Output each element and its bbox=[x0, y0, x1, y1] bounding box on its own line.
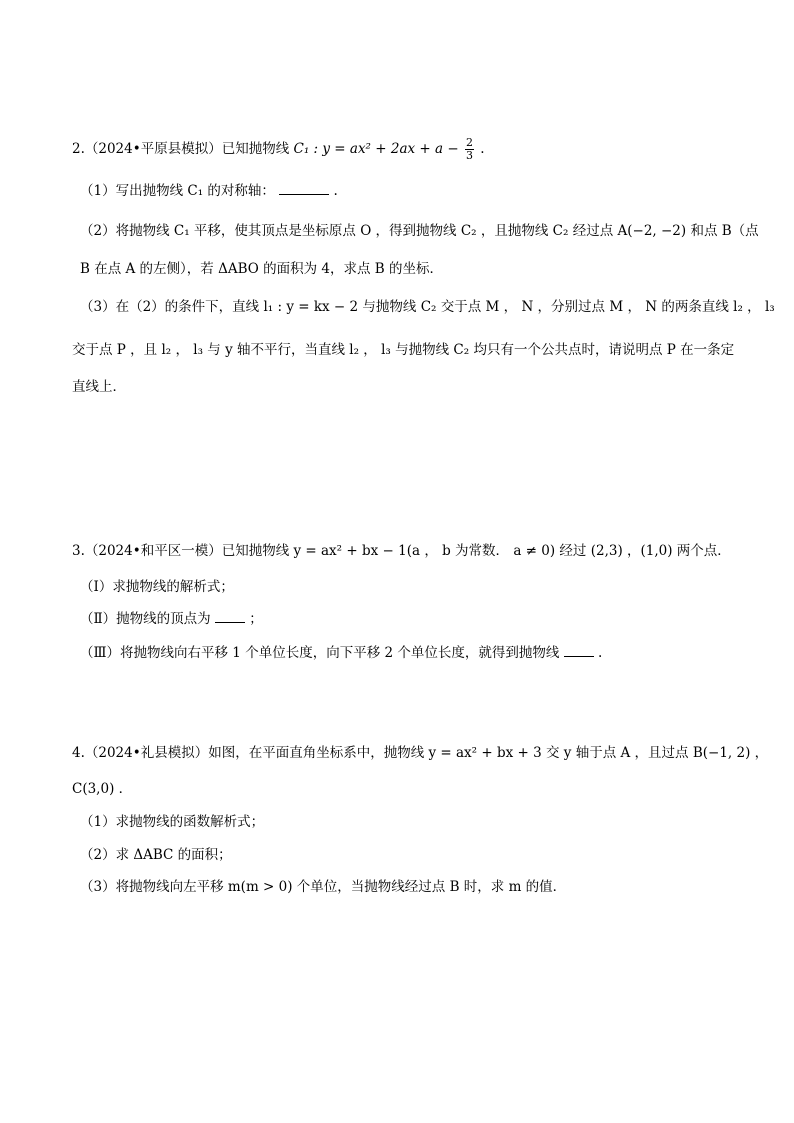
q4-part3: （3）将抛物线向左平移 m(m > 0) 个单位，当抛物线经过点 B 时，求 m 的值． bbox=[80, 879, 567, 895]
q2-part2-line1: （2）将抛物线 C₁ 平移，使其顶点是坐标原点 O ，得到抛物线 C₂ ，且抛物线 C₂ 经过点 A(−2, −2) 和点 B（点 bbox=[80, 223, 759, 239]
q4-part2: （2）求 ΔABC 的面积； bbox=[80, 847, 232, 863]
q2-frac-num: 2 bbox=[465, 136, 473, 149]
q3-part2-end: ； bbox=[249, 611, 263, 627]
q3-part2-text: （Ⅱ）抛物线的顶点为 bbox=[80, 611, 211, 627]
q2-end: . bbox=[480, 141, 485, 157]
q2-stem bbox=[72, 137, 754, 162]
q2-part2-line2: B 在点 A 的左侧），若 ΔABO 的面积为 4，求点 B 的坐标． bbox=[80, 261, 443, 277]
q3-part2 bbox=[80, 610, 754, 628]
q2-frac-den: 3 bbox=[465, 149, 473, 162]
q2-part3-line2: 交于点 P ，且 l₂ ， l₃ 与 y 轴不平行，当直线 l₂ ， l₃ 与抛物线 C₂ 均只有一个公共点时，请说明点 P 在一条定 bbox=[72, 342, 735, 358]
q4-stem: 4.（2024•礼县模拟）如图，在平面直角坐标系中，抛物线 y = ax² + bx + 3 交 y 轴于点 A ，且过点 B(−1, 2) ， bbox=[72, 745, 769, 761]
q3-part3-blank bbox=[564, 644, 594, 657]
q2-head: 2.（2024•平原县模拟）已知抛物线 bbox=[72, 141, 290, 157]
q2-part3-line3: 直线上． bbox=[72, 379, 126, 395]
q2-part1-text: （1）写出抛物线 C₁ 的对称轴： bbox=[80, 183, 275, 199]
q4-part1: （1）求抛物线的函数解析式； bbox=[80, 814, 265, 830]
q3-stem: 3.（2024•和平区一模）已知抛物线 y = ax² + bx − 1(a ， b 为常数． a ≠ 0) 经过 (2,3) ，(1,0) 两个点． bbox=[72, 543, 731, 559]
q2-formula: C₁ : y = ax² + 2ax + a − bbox=[293, 141, 459, 157]
q3-part3-text: （Ⅲ）将抛物线向右平移 1 个单位长度，向下平移 2 个单位长度，就得到抛物线 bbox=[80, 645, 560, 661]
q2-part1-blank bbox=[279, 182, 329, 195]
q2-part1 bbox=[80, 182, 754, 200]
q4-stem-line2: C(3,0) ． bbox=[72, 781, 133, 797]
q2-part1-end: . bbox=[333, 183, 338, 199]
q2-fraction bbox=[465, 137, 474, 162]
q3-part1: （Ⅰ）求抛物线的解析式； bbox=[80, 579, 234, 595]
q3-part2-blank bbox=[215, 610, 245, 623]
q3-part3-end: . bbox=[597, 645, 603, 661]
q3-part3 bbox=[80, 644, 754, 662]
q2-part3-line1: （3）在（2）的条件下，直线 l₁ : y = kx − 2 与抛物线 C₂ 交于点 M ， N ，分别过点 M ， N 的两条直线 l₂ ， l₃ bbox=[80, 299, 775, 315]
